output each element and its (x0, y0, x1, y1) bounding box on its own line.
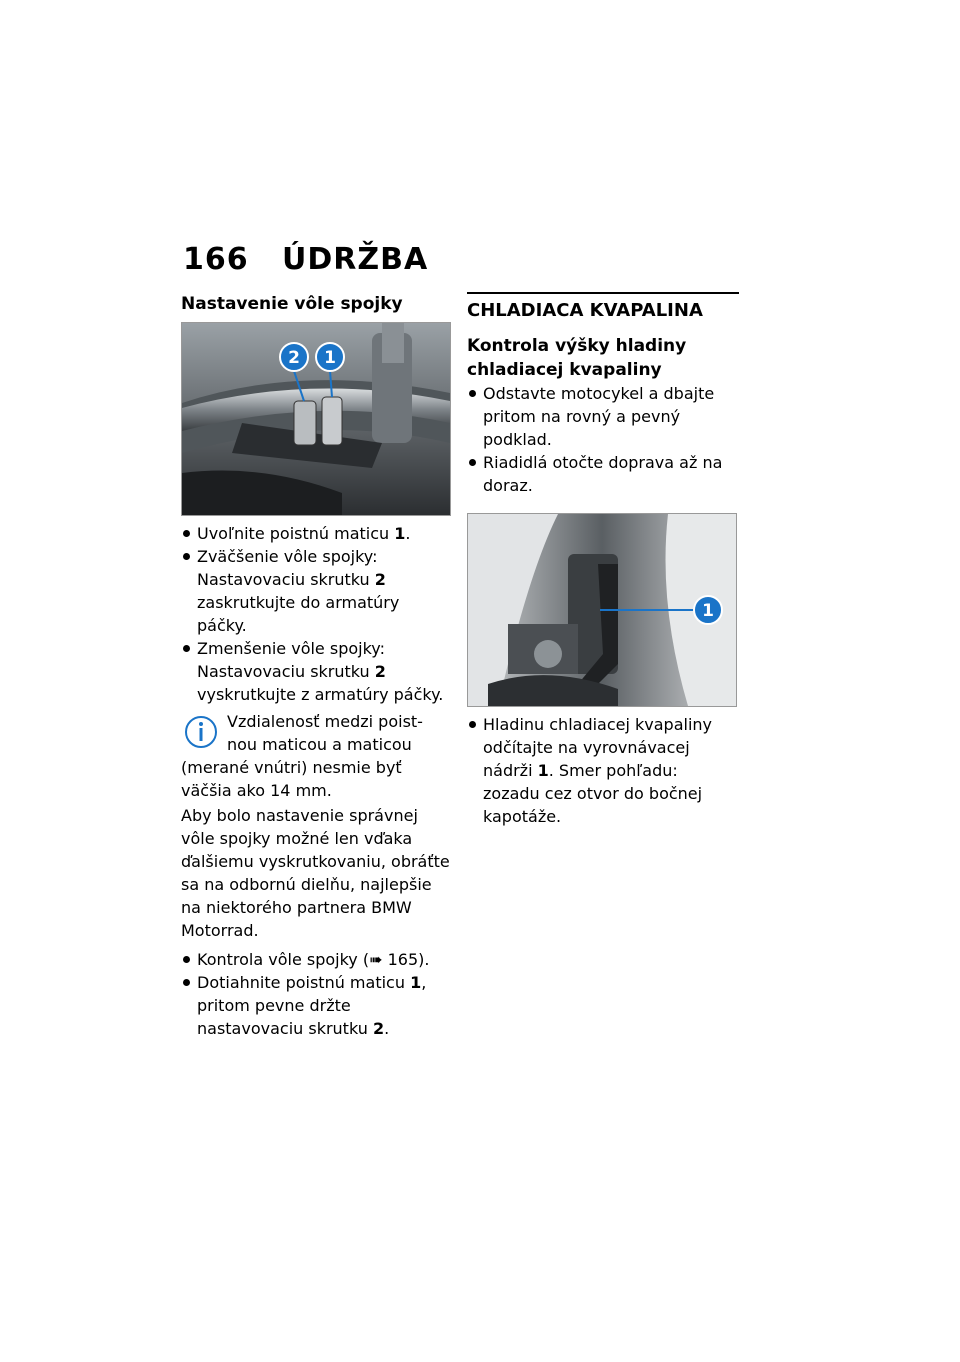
coolant-steps-b (467, 713, 739, 828)
sub-heading-coolant-level: Kontrola výšky hladiny chladiacej kvapaliny (467, 336, 687, 380)
list-item: Uvoľnite poistnú maticu 1. (181, 522, 451, 545)
page-number: 166 (183, 242, 249, 277)
info-icon (183, 714, 219, 750)
list-item: Hladinu chladiacej kvapaliny odčítajte na vyrovnávacej nádrži 1. Smer pohľadu: zozadu cez otvor do bočnej kapotáže. (467, 713, 739, 828)
right-column (467, 292, 739, 828)
info-note (181, 710, 451, 802)
note-line-1: Vzdialenosť medzi poist- (227, 712, 423, 731)
list-item: Riadidlá otočte doprava až na doraz. (467, 451, 739, 497)
list-item: Odstavte motocykel a dbajte pritom na rovný a pevný podklad. (467, 382, 739, 451)
note-line-2: nou maticou a maticou (227, 735, 412, 754)
bullet-icon (183, 530, 190, 537)
bullet-icon (469, 390, 476, 397)
page-ref-link[interactable]: 165 (387, 950, 419, 969)
list-item: Kontrola vôle spojky (➠ 165). (181, 948, 451, 971)
list-item: Zväčšenie vôle spojky: Nastavovaciu skrutku 2 zaskrutkujte do armatúry páčky. (181, 545, 451, 637)
coolant-photo-image (468, 514, 736, 706)
section-heading-clutch-play: Nastavenie vôle spojky (181, 294, 403, 314)
bullet-icon (183, 553, 190, 560)
page-ref-arrow-icon: ➠ (369, 950, 383, 969)
chapter-title: ÚDRŽBA (282, 242, 429, 277)
bullet-icon (183, 645, 190, 652)
list-item: Dotiahnite poistnú maticu 1, pritom pevne držte nastavovaciu skrutku 2. (181, 971, 451, 1040)
note-rest: (merané vnútri) nesmie byť väčšia ako 14 mm. (181, 758, 402, 800)
page-header (183, 242, 743, 282)
callout-1: 1 (324, 348, 336, 368)
bullet-icon (183, 956, 190, 963)
coolant-photo (467, 513, 737, 707)
callout-2: 2 (288, 348, 300, 368)
left-column (181, 292, 451, 1040)
clutch-photo (181, 322, 451, 516)
list-item: Zmenšenie vôle spojky: Nastavovaciu skrutku 2 vyskrutkujte z armatúry páčky. (181, 637, 451, 706)
dealer-paragraph: Aby bolo nastavenie správnej vôle spojky možné len vďaka ďalšiemu vyskrutkovaniu, obráťte sa na odbornú dielňu, najlepšie na niektorého partnera BMW Motorrad. (181, 806, 450, 940)
section-heading-coolant: CHLADIACA KVAPALINA (467, 292, 739, 324)
bullet-icon (469, 459, 476, 466)
bullet-icon (183, 979, 190, 986)
clutch-steps-b (181, 948, 451, 1040)
clutch-steps-a (181, 522, 451, 706)
callout-1: 1 (702, 601, 714, 621)
clutch-photo-image (182, 323, 450, 515)
coolant-steps-a (467, 382, 739, 497)
bullet-icon (469, 721, 476, 728)
